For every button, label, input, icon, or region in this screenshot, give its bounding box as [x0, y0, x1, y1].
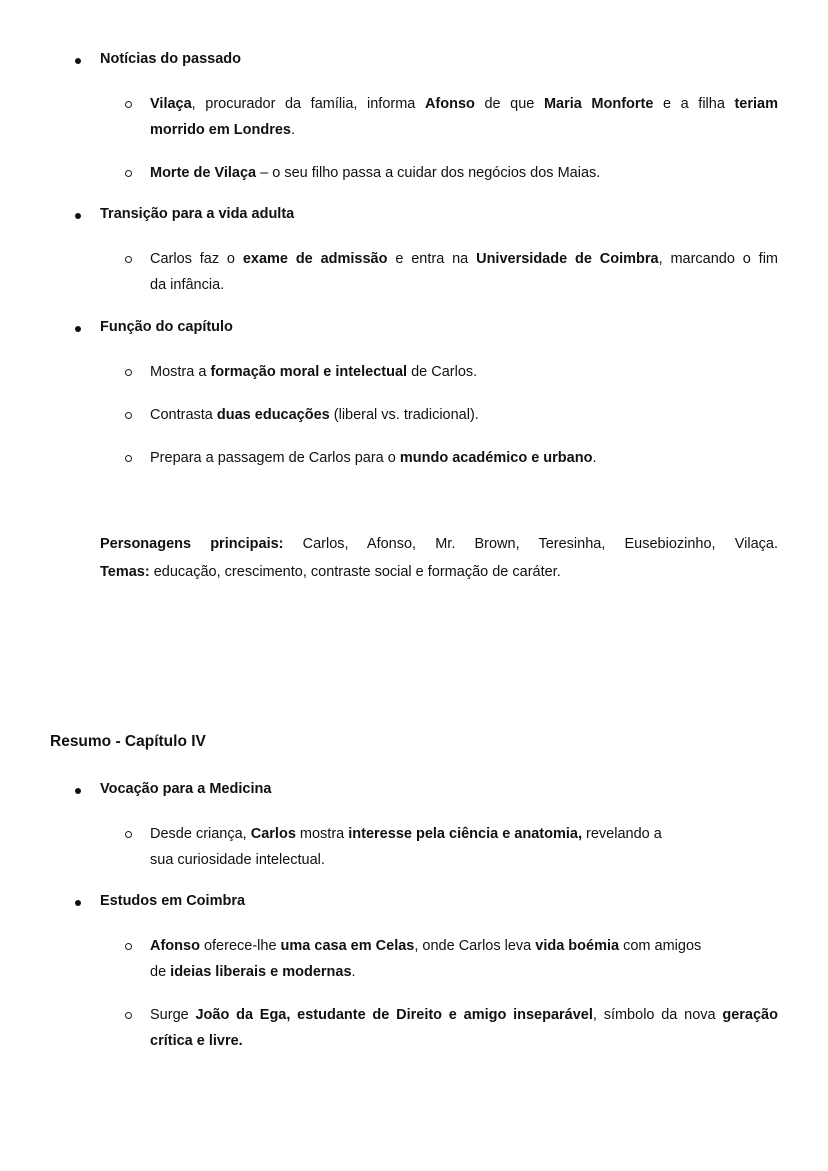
themes-label: Temas:: [100, 564, 150, 580]
text: , onde Carlos leva: [414, 938, 536, 954]
text: .: [592, 450, 597, 466]
list-item-title: Vocação para a Medicina: [100, 781, 272, 797]
text: Desde criança,: [150, 826, 251, 842]
themes-text: educação, crescimento, contraste social e formação de caráter.: [149, 564, 561, 580]
bold-text: Morte de Vilaça: [150, 165, 257, 181]
text: – o seu filho passa a cuidar dos negócios dos Maias.: [256, 165, 601, 181]
bold-text: interesse pela ciência e anatomia,: [348, 826, 582, 842]
sub-item-line: [150, 959, 778, 985]
bold-text: teriam: [734, 96, 778, 112]
hollow-bullet-icon: [125, 412, 132, 419]
bold-text: exame de admissão: [242, 251, 388, 267]
bold-text: geração: [722, 1007, 778, 1023]
bold-text: mundo académico e urbano: [399, 450, 593, 466]
bold-text: João da Ega, estudante de Direito e amigo inseparável: [195, 1007, 593, 1023]
hollow-bullet-icon: [125, 256, 132, 263]
hollow-bullet-icon: [125, 101, 132, 108]
sub-item-line: [150, 1028, 778, 1054]
hollow-bullet-icon: [125, 369, 132, 376]
text: , símbolo da nova: [592, 1007, 723, 1023]
text: .: [351, 964, 356, 980]
text: sua curiosidade intelectual.: [150, 852, 325, 868]
sub-item: [150, 933, 778, 985]
bold-text: duas educações: [216, 407, 330, 423]
list-item-title: Transição para a vida adulta: [100, 206, 295, 222]
text: .: [291, 122, 296, 138]
text: e a filha: [653, 96, 735, 112]
bullet-icon: [75, 788, 81, 794]
sub-item-line: [150, 246, 778, 272]
bullet-icon: [75, 900, 81, 906]
sub-item-line: [150, 445, 778, 471]
sub-item: [150, 445, 778, 471]
text: de Carlos.: [407, 364, 478, 380]
list-item-title: Notícias do passado: [100, 51, 242, 67]
bold-text: morrido em Londres: [150, 122, 291, 138]
sub-item: [150, 359, 778, 385]
characters-text: Carlos, Afonso, Mr. Brown, Teresinha, Eusebiozinho, Vilaça.: [283, 536, 778, 552]
section-heading: Resumo - Capítulo IV: [50, 733, 206, 750]
bold-text: ideias liberais e modernas: [170, 964, 352, 980]
hollow-bullet-icon: [125, 170, 132, 177]
characters-line: [100, 530, 778, 558]
sub-item-line: [150, 160, 778, 186]
text: Mostra a: [150, 364, 211, 380]
sub-item-line: [150, 91, 778, 117]
text: , marcando o fim: [658, 251, 778, 267]
hollow-bullet-icon: [125, 1012, 132, 1019]
bold-text: Vilaça: [150, 96, 192, 112]
hollow-bullet-icon: [125, 831, 132, 838]
text: , procurador da família, informa: [191, 96, 425, 112]
bullet-icon: [75, 213, 81, 219]
text: (liberal vs. tradicional).: [329, 407, 479, 423]
sub-item: [150, 402, 778, 428]
bold-text: Maria Monforte: [543, 96, 654, 112]
text: com amigos: [619, 938, 702, 954]
text: mostra: [295, 826, 349, 842]
sub-item-line: [150, 402, 778, 428]
text: Prepara a passagem de Carlos para o: [150, 450, 400, 466]
bold-text: Universidade de Coimbra: [476, 251, 659, 267]
sub-item-line: [150, 359, 778, 385]
bullet-icon: [75, 58, 81, 64]
sub-item-line: [150, 847, 778, 873]
sub-item-line: [150, 1002, 778, 1028]
sub-item-line: [150, 933, 778, 959]
text: Carlos faz o: [150, 251, 243, 267]
hollow-bullet-icon: [125, 455, 132, 462]
bold-text: vida boémia: [535, 938, 620, 954]
text: de: [150, 964, 171, 980]
text: revelando a: [582, 826, 662, 842]
sub-item-line: [150, 821, 778, 847]
sub-item: [150, 91, 778, 143]
text: Surge: [150, 1007, 196, 1023]
bullet-icon: [75, 326, 81, 332]
text: oferece-lhe: [199, 938, 281, 954]
themes-line: [100, 558, 778, 586]
chapter-summary: [100, 530, 778, 586]
hollow-bullet-icon: [125, 943, 132, 950]
text: da infância.: [150, 277, 225, 293]
bold-text: Carlos: [250, 826, 296, 842]
characters-label: Personagens principais:: [100, 536, 284, 552]
bold-text: formação moral e intelectual: [210, 364, 408, 380]
sub-item: [150, 246, 778, 298]
sub-item-line: [150, 272, 778, 298]
sub-item-line: [150, 117, 778, 143]
bold-text: Afonso: [424, 96, 475, 112]
bold-text: Afonso: [150, 938, 200, 954]
sub-item: [150, 821, 778, 873]
text: de que: [474, 96, 544, 112]
text: Contrasta: [150, 407, 217, 423]
list-item-title: Função do capítulo: [100, 319, 233, 335]
text: e entra na: [387, 251, 477, 267]
bold-text: uma casa em Celas: [280, 938, 415, 954]
list-item-title: Estudos em Coimbra: [100, 893, 246, 909]
bold-text: crítica e livre.: [150, 1033, 243, 1049]
sub-item: [150, 160, 778, 186]
sub-item: [150, 1002, 778, 1054]
